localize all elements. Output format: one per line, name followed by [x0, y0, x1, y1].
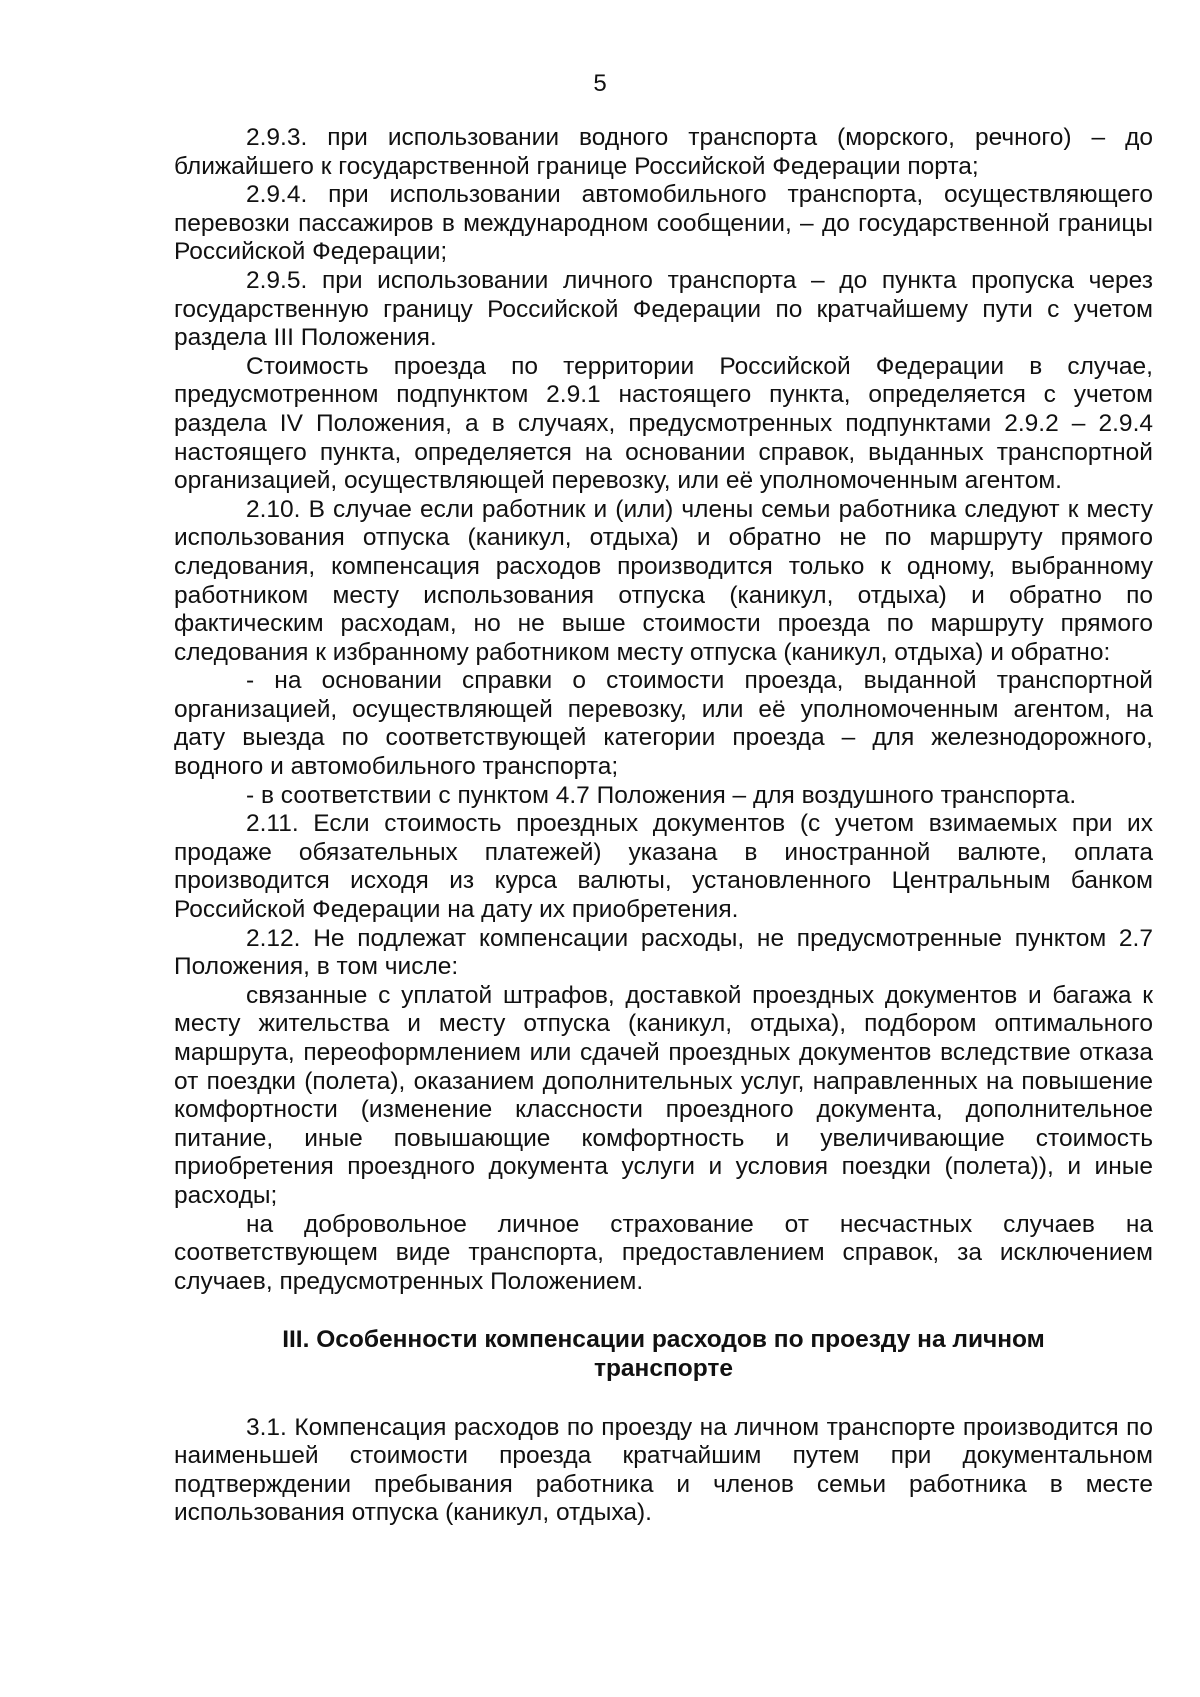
paragraph-2-10: 2.10. В случае если работник и (или) члены семьи работника следуют к месту использования отпуска (каникул, отдыха) и обратно не по маршруту прямого следования, компенсация расходов производится только к одному, выбранному работником месту использования отпуска (каникул, отдыха) и обратно по фактическим расходам, но не выше стоимости проезда по маршруту прямого следования к избранному работником месту отпуска (каникул, отдыха) и обратно:	[174, 495, 1153, 666]
paragraph-2-12: 2.12. Не подлежат компенсации расходы, не предусмотренные пунктом 2.7 Положения, в том числе:	[174, 924, 1153, 981]
paragraph-2-10-item-certificate: - на основании справки о стоимости проезда, выданной транспортной организацией, осуществляющей перевозку, или её уполномоченным агентом, на дату выезда по соответствующей категории проезда – для железнодорожного, водного и автомобильного транспорта;	[174, 667, 1153, 781]
paragraph-2-11: 2.11. Если стоимость проездных документов (с учетом взимаемых при их продаже обязательных платежей) указана в иностранной валюте, оплата производится исходя из курса валюты, установленного Центральным банком Российской Федерации на дату их приобретения.	[174, 810, 1153, 924]
page-number: 5	[593, 70, 607, 97]
paragraph-3-1: 3.1. Компенсация расходов по проезду на личном транспорте производится по наименьшей стоимости проезда кратчайшим путем при документальном подтверждении пребывания работника и членов семьи работника в месте использования отпуска (каникул, отдыха).	[174, 1413, 1153, 1527]
paragraph-2-9-4: 2.9.4. при использовании автомобильного транспорта, осуществляющего перевозки пассажиров в международном сообщении, – до государственной границы Российской Федерации;	[174, 181, 1153, 266]
document-body	[174, 124, 1153, 1528]
paragraph-2-9-3: 2.9.3. при использовании водного транспорта (морского, речного) – до ближайшего к государственной границе Российской Федерации порта;	[174, 124, 1153, 180]
paragraph-2-9-5: 2.9.5. при использовании личного транспорта – до пункта пропуска через государственную границу Российской Федерации по кратчайшему пути с учетом раздела III Положения.	[174, 266, 1153, 352]
paragraph-2-12-fines: связанные с уплатой штрафов, доставкой проездных документов и багажа к месту жительства и месту отпуска (каникул, отдыха), подбором оптимального маршрута, переоформлением или сдачей проездных документов вследствие отказа от поездки (полета), оказанием дополнительных услуг, направленных на повышение комфортности (изменение классности проездного документа, дополнительное питание, иные повышающие комфортность и увеличивающие стоимость приобретения проездного документа услуги и условия поездки (полета)), и иные расходы;	[174, 981, 1153, 1209]
paragraph-cost-territory: Стоимость проезда по территории Российской Федерации в случае, предусмотренном подпунктом 2.9.1 настоящего пункта, определяется с учетом раздела IV Положения, а в случаях, предусмотренных подпунктами 2.9.2 – 2.9.4 настоящего пункта, определяется на основании справок, выданных транспортной организацией, осуществляющей перевозку, или её уполномоченным агентом.	[174, 352, 1153, 495]
paragraph-2-12-insurance: на добровольное личное страхование от несчастных случаев на соответствующем виде транспорта, предоставлением справок, за исключением случаев, предусмотренных Положением.	[174, 1210, 1153, 1295]
paragraph-2-10-item-air: - в соответствии с пунктом 4.7 Положения – для воздушного транспорта.	[246, 781, 1077, 809]
section-heading: III. Особенности компенсации расходов по проезду на личном транспорте	[282, 1326, 1045, 1382]
